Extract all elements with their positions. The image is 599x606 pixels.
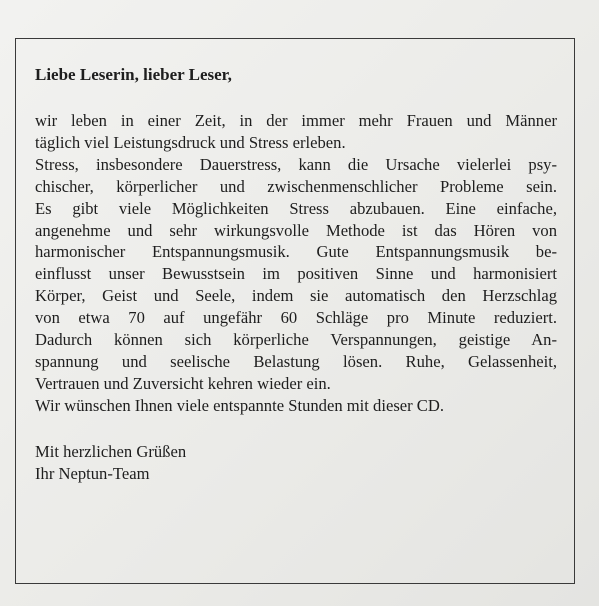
letter-closing [35,441,557,485]
letter-content [35,64,557,485]
body-line: Stress, insbesondere Dauerstress, kann die Ursache vielerlei psy- [35,154,557,174]
body-line: täglich viel Leistungsdruck und Stress erleben. [35,132,346,152]
body-line: harmonischer Entspannungsmusik. Gute Entspannungsmusik be- [35,242,557,262]
body-line: Wir wünschen Ihnen viele entspannte Stunden mit dieser CD. [35,395,445,415]
body-line: Dadurch können sich körperliche Verspannungen, geistige An- [35,330,557,350]
body-line: wir leben in einer Zeit, in der immer mehr Frauen und Männer [35,111,557,130]
letter-frame [15,38,575,584]
letter-greeting: Liebe Leserin, lieber Leser, [35,65,232,84]
closing-line: Mit herzlichen Grüßen [35,441,187,461]
body-line: spannung und seelische Belastung lösen. Ruhe, Gelassenheit, [35,351,557,371]
body-line: Vertrauen und Zuversicht kehren wieder ein. [35,373,331,393]
signature-line: Ihr Neptun-Team [35,463,150,483]
letter-body [35,110,557,417]
body-line: einflusst unser Bewusstsein im positiven Sinne und harmonisiert [35,264,557,284]
body-line: von etwa 70 auf ungefähr 60 Schläge pro Minute reduziert. [35,308,557,328]
body-line: Körper, Geist und Seele, indem sie automatisch den Herzschlag [35,286,557,306]
body-line: angenehme und sehr wirkungsvolle Methode ist das Hören von [35,220,557,240]
body-line: chischer, körperlicher und zwischenmenschlicher Probleme sein. [35,176,557,196]
body-line: Es gibt viele Möglichkeiten Stress abzubauen. Eine einfache, [35,198,557,218]
